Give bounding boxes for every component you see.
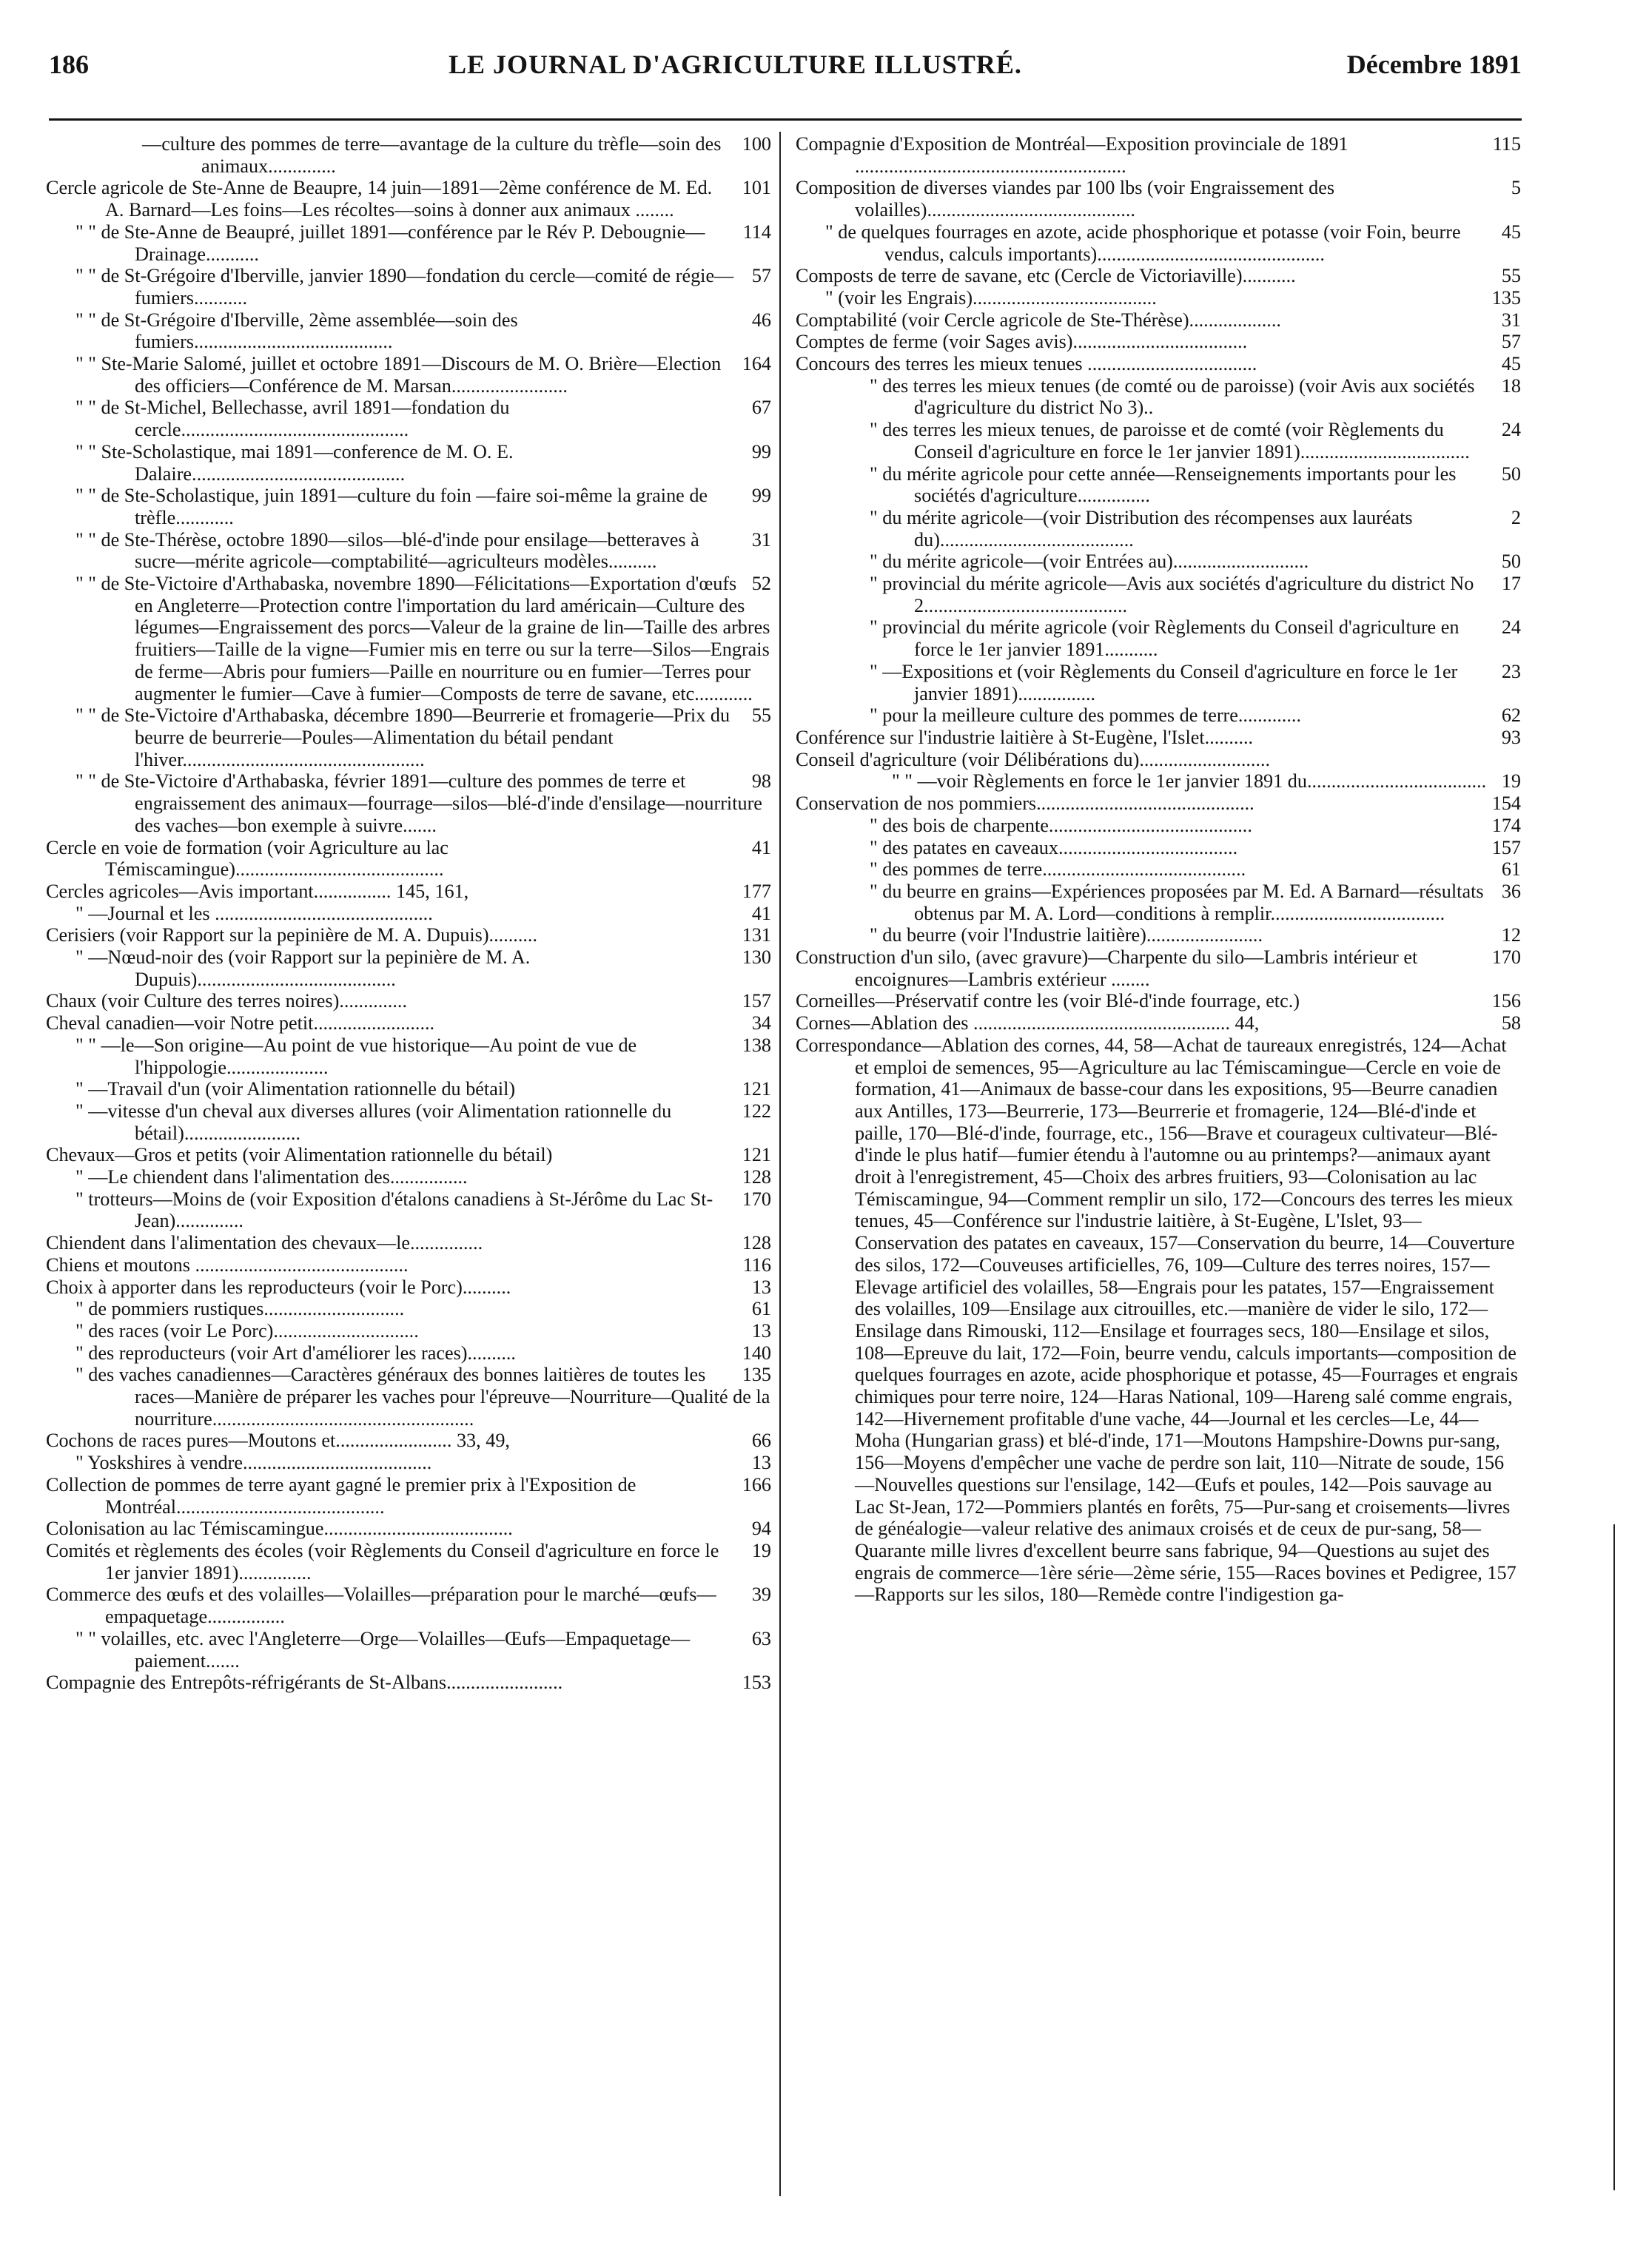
entry-page-number: 63 bbox=[751, 1627, 771, 1649]
index-entry bbox=[46, 1078, 771, 1100]
index-entry bbox=[46, 1100, 771, 1144]
entry-page-number: 156 bbox=[1491, 990, 1521, 1012]
entry-page-number: 135 bbox=[1491, 286, 1521, 309]
entry-text: Correspondance—Ablation des cornes, 44, 58—Achat de taureaux enregistrés, 124—Achat et emploi de semences, 95—Agriculture au lac Témiscamingue—Cercle en voie de formation, 41—Animaux de basse-cour dans les expositions, 95—Beurre canadien aux Antilles, 173—Beurrerie, 173—Beurrerie et fromagerie, 124—Blé-d'inde et paille, 170—Blé-d'inde, fourrage, etc., 156—Brave et courageux cultivateur—Blé-d'inde le plus hatif—fumier étendu à l'automne ou au printemps?—animaux ayant droit à l'enregistrement, 45—Choix des arbres fruitiers, 93—Colonisation au lac Témiscamingue, 94—Comment remplir un silo, 172—Concours des terres les mieux tenues, 45—Conférence sur l'industrie laitière, à St-Eugène, L'Islet, 93—Conservation des patates en caveaux, 157—Conservation du beurre, 14—Couverture des silos, 172—Couveuses artificielles, 76, 109—Culture des terres noires, 157—Elevage artificiel des volailles, 58—Engrais pour les patates, 157—Engraissement des volailles, 109—Ensilage aux citrouilles, etc.—manière de vider le silo, 172—Ensilage dans Rimouski, 112—Ensilage et fourrages secs, 180—Ensilage et silos, 108—Epreuve du lait, 172—Foin, beurre vendu, calculs importants—composition de quelques fourrages en azote, acide phosphorique et potasse, 45—Fourrages et engrais chimiques pour terre noire, 124—Haras National, 109—Hareng salé comme engrais, 142—Hivernement profitable d'une vache, 44—Journal et les cercles—Le, 44—Moha (Hungarian grass) et blé-d'inde, 171—Moutons Hampshire-Downs pur-sang, 156—Moyens d'empêcher une vache de perdre son lait, 110—Nitrate de soude, 156—Nouvelles questions sur l'ensilage, 142—Œufs et poules, 142—Pois sauvage au Lac St-Jean, 172—Pommiers plantés en forêts, 75—Pur-sang et croisements—livres de généalogie—valeur relative des animaux croisés et de ceux de pur-sang, 58—Quarante mille livres d'excellent beurre sans fabrique, 94—Questions au sujet des engrais de commerce—1ère série—2ème série, 155—Races bovines et Pedigree, 157—Rapports sur les silos, 180—Remède contre l'indigestion ga- bbox=[796, 1034, 1518, 1606]
index-entry bbox=[796, 507, 1521, 551]
index-entry bbox=[46, 485, 771, 528]
entry-page-number: 115 bbox=[1492, 133, 1521, 155]
index-entry bbox=[796, 616, 1521, 660]
index-entry bbox=[796, 837, 1521, 859]
index-entry bbox=[46, 353, 771, 397]
entry-text: " " volailles, etc. avec l'Angleterre—Orge—Volailles—Œufs—Empaquetage—paiement....... bbox=[75, 1627, 691, 1672]
entry-page-number: 36 bbox=[1501, 880, 1521, 902]
index-entry bbox=[796, 1012, 1521, 1034]
entry-text: Cercle agricole de Ste-Anne de Beaupre, 14 juin—1891—2ème conférence de M. Ed. A. Barnard—Les foins—Les récoltes—soins à donner aux animaux ........ bbox=[46, 177, 713, 221]
index-entry bbox=[46, 1628, 771, 1672]
entry-text: Conservation de nos pommiers............................................. bbox=[796, 793, 1255, 815]
index-entry bbox=[796, 419, 1521, 462]
entry-page-number: 62 bbox=[1501, 704, 1521, 727]
entry-page-number: 58 bbox=[1501, 1012, 1521, 1034]
entry-page-number: 121 bbox=[742, 1078, 771, 1100]
index-entry bbox=[796, 990, 1521, 1012]
entry-text: " des vaches canadiennes—Caractères généraux des bonnes laitières de toutes les races—Manière de préparer les vaches pour l'épreuve—Nourriture—Qualité de la nourriture...................................................... bbox=[75, 1364, 770, 1430]
entry-page-number: 166 bbox=[742, 1473, 771, 1495]
entry-page-number: 121 bbox=[742, 1144, 771, 1166]
index-entry bbox=[796, 463, 1521, 507]
index-entry bbox=[796, 133, 1521, 177]
entry-text: Concours des terres les mieux tenues ................................... bbox=[796, 353, 1257, 375]
entry-text: Chiendent dans l'alimentation des chevaux—le............... bbox=[46, 1232, 483, 1254]
index-entry bbox=[46, 1430, 771, 1452]
index-entry bbox=[46, 770, 771, 836]
entry-page-number: 45 bbox=[1501, 353, 1521, 375]
index-entry bbox=[796, 770, 1521, 793]
entry-text: Cercle en voie de formation (voir Agriculture au lac Témiscamingue)........................................... bbox=[46, 836, 449, 881]
entry-page-number: 45 bbox=[1501, 221, 1521, 243]
entry-text: Composts de terre de savane, etc (Cercle de Victoriaville)........... bbox=[796, 265, 1296, 287]
entry-text: Cheval canadien—voir Notre petit......................... bbox=[46, 1012, 435, 1034]
entry-text: " des bois de charpente.......................................... bbox=[870, 814, 1252, 836]
index-entry bbox=[46, 990, 771, 1012]
index-entry bbox=[46, 946, 771, 990]
entry-text: Compagnie d'Exposition de Montréal—Exposition provinciale de 1891 ........................................................ bbox=[796, 133, 1348, 177]
entry-text: Colonisation au lac Témiscamingue....................................... bbox=[46, 1518, 513, 1540]
index-entry bbox=[46, 1452, 771, 1474]
entry-page-number: 50 bbox=[1501, 462, 1521, 485]
entry-page-number: 66 bbox=[751, 1430, 771, 1452]
entry-text: " du mérite agricole pour cette année—Renseignements importants pour les sociétés d'agriculture............... bbox=[870, 462, 1457, 507]
entry-page-number: 164 bbox=[742, 353, 771, 375]
entry-page-number: 98 bbox=[751, 770, 771, 793]
entry-page-number: 177 bbox=[742, 880, 771, 902]
index-entry bbox=[796, 727, 1521, 749]
entry-text: " " de Ste-Anne de Beaupré, juillet 1891—conférence par le Rév P. Debougnie—Drainage........... bbox=[75, 221, 705, 265]
entry-page-number: 24 bbox=[1501, 616, 1521, 639]
entry-page-number: 140 bbox=[742, 1342, 771, 1364]
entry-page-number: 122 bbox=[742, 1100, 771, 1122]
index-entry bbox=[796, 858, 1521, 881]
entry-text: " —Nœud-noir des (voir Rapport sur la pepinière de M. A. Dupuis)......................................... bbox=[75, 946, 531, 990]
index-entry bbox=[46, 573, 771, 704]
index-entry bbox=[46, 1034, 771, 1078]
entry-text: Cerisiers (voir Rapport sur la pepinière de M. A. Dupuis).......... bbox=[46, 924, 538, 946]
index-entry bbox=[796, 924, 1521, 946]
index-entry bbox=[46, 1188, 771, 1232]
issue-date: Décembre 1891 bbox=[1346, 50, 1522, 79]
entry-page-number: 55 bbox=[751, 704, 771, 727]
entry-text: " provincial du mérite agricole (voir Règlements du Conseil d'agriculture en force le 1er janvier 1891........... bbox=[870, 616, 1460, 661]
entry-text: " —Le chiendent dans l'alimentation des................ bbox=[75, 1166, 468, 1188]
entry-page-number: 99 bbox=[751, 485, 771, 507]
entry-text: " " Ste-Scholastique, mai 1891—conference de M. O. E. Dalaire............................................ bbox=[75, 440, 514, 485]
entry-page-number: 46 bbox=[751, 309, 771, 331]
index-entry bbox=[46, 1584, 771, 1627]
entry-text: Comptes de ferme (voir Sages avis).................................... bbox=[796, 331, 1248, 353]
page-number: 186 bbox=[49, 50, 89, 79]
index-entry bbox=[796, 177, 1521, 221]
index-entry bbox=[796, 309, 1521, 332]
entry-page-number: 61 bbox=[751, 1298, 771, 1320]
entry-text: " pour la meilleure culture des pommes de terre............. bbox=[870, 704, 1301, 727]
entry-text: " —Journal et les ............................................. bbox=[75, 902, 433, 924]
index-entry bbox=[796, 551, 1521, 573]
entry-page-number: 5 bbox=[1511, 177, 1521, 199]
entry-text: " du beurre en grains—Expériences proposées par M. Ed. A Barnard—résultats obtenus par M. A. Lord—conditions à remplir.................................... bbox=[870, 880, 1484, 924]
entry-text: " trotteurs—Moins de (voir Exposition d'étalons canadiens à St-Jérôme du Lac St-Jean).............. bbox=[75, 1188, 713, 1232]
index-entry bbox=[796, 946, 1521, 990]
index-entry bbox=[796, 749, 1521, 771]
entry-page-number: 93 bbox=[1501, 726, 1521, 748]
entry-page-number: 138 bbox=[742, 1034, 771, 1056]
index-entry bbox=[46, 529, 771, 573]
entry-text: " des patates en caveaux..................................... bbox=[870, 836, 1238, 858]
entry-text: Cochons de races pures—Moutons et........................ 33, 49, bbox=[46, 1430, 510, 1452]
index-entry bbox=[796, 287, 1521, 309]
index-entry bbox=[796, 1034, 1521, 1606]
entry-text: " —Travail d'un (voir Alimentation rationnelle du bétail) bbox=[75, 1078, 516, 1100]
index-entry bbox=[46, 133, 771, 177]
entry-text: " " de St-Grégoire d'Iberville, janvier 1890—fondation du cercle—comité de régie—fumiers........... bbox=[75, 265, 734, 309]
entry-page-number: 157 bbox=[1491, 836, 1521, 858]
index-entry bbox=[46, 1012, 771, 1034]
entry-page-number: 61 bbox=[1501, 858, 1521, 881]
index-entry bbox=[46, 397, 771, 440]
index-entry bbox=[796, 353, 1521, 375]
index-entry bbox=[796, 375, 1521, 419]
entry-text: " des terres les mieux tenues (de comté ou de paroisse) (voir Avis aux sociétés d'agriculture du district No 3).. bbox=[870, 374, 1475, 419]
entry-page-number: 50 bbox=[1501, 551, 1521, 573]
index-entry bbox=[796, 881, 1521, 924]
index-entry bbox=[796, 573, 1521, 616]
index-entry bbox=[796, 704, 1521, 727]
entry-page-number: 154 bbox=[1491, 793, 1521, 815]
entry-text: Commerce des œufs et des volailles—Volailles—préparation pour le marché—œufs—empaquetage................ bbox=[46, 1584, 716, 1628]
entry-page-number: 131 bbox=[742, 924, 771, 946]
entry-page-number: 12 bbox=[1501, 924, 1521, 946]
entry-text: " —Expositions et (voir Règlements du Conseil d'agriculture en force le 1er janvier 1891)................ bbox=[870, 660, 1458, 704]
entry-page-number: 31 bbox=[751, 528, 771, 551]
entry-page-number: 114 bbox=[742, 221, 771, 243]
entry-page-number: 19 bbox=[751, 1540, 771, 1561]
entry-text: Conseil d'agriculture (voir Délibérations du)........................... bbox=[796, 748, 1271, 770]
entry-text: Compagnie des Entrepôts-réfrigérants de St-Albans........................ bbox=[46, 1672, 563, 1694]
entry-text: " " de Ste-Victoire d'Arthabaska, novembre 1890—Félicitations—Exportation d'œufs en Angleterre—Protection contre l'importation du lard américain—Culture des légumes—Engraissement des porcs—Valeur de la graine de lin—Taille des arbres fruitiers—Taille de la vigne—Fumier mis en terre ou sur la terre—Silos—Engrais de ferme—Abris pour fumiers—Paille en nourriture ou en fumier—Terres pour augmenter le fumier—Cave à fumier—Composts de terre de savane, etc............ bbox=[75, 573, 770, 704]
entry-text: " de pommiers rustiques............................. bbox=[75, 1298, 405, 1320]
entry-text: " (voir les Engrais)...................................... bbox=[825, 286, 1157, 309]
index-entry bbox=[46, 1144, 771, 1166]
entry-page-number: 135 bbox=[742, 1364, 771, 1386]
entry-page-number: 55 bbox=[1501, 265, 1521, 287]
entry-page-number: 41 bbox=[751, 902, 771, 924]
entry-text: Comités et règlements des écoles (voir Règlements du Conseil d'agriculture en force le 1er janvier 1891)............... bbox=[46, 1540, 719, 1584]
index-entry bbox=[46, 1364, 771, 1430]
entry-page-number: 67 bbox=[751, 397, 771, 419]
entry-page-number: 23 bbox=[1501, 660, 1521, 682]
entry-page-number: 57 bbox=[1501, 331, 1521, 353]
index-entry bbox=[46, 903, 771, 925]
index-entry bbox=[46, 1672, 771, 1694]
entry-text: " Yoskshires à vendre....................................... bbox=[75, 1452, 432, 1474]
entry-text: " " de St-Michel, Bellechasse, avril 1891—fondation du cercle............................................... bbox=[75, 397, 510, 441]
index-entry bbox=[46, 1276, 771, 1299]
header-rule bbox=[49, 118, 1522, 121]
entry-text: " des races (voir Le Porc).............................. bbox=[75, 1319, 419, 1342]
index-entry bbox=[796, 815, 1521, 837]
index-entry bbox=[796, 661, 1521, 704]
index-entry bbox=[46, 1232, 771, 1254]
index-entry bbox=[46, 924, 771, 946]
entry-text: Comptabilité (voir Cercle agricole de Ste-Thérèse)................... bbox=[796, 309, 1281, 331]
index-column-right bbox=[796, 133, 1521, 1606]
entry-page-number: 41 bbox=[751, 836, 771, 858]
entry-text: " des pommes de terre.......................................... bbox=[870, 858, 1246, 881]
entry-page-number: 24 bbox=[1501, 419, 1521, 441]
entry-text: " " de St-Grégoire d'Iberville, 2ème assemblée—soin des fumiers......................................... bbox=[75, 309, 518, 353]
entry-text: Chiens et moutons ............................................ bbox=[46, 1254, 409, 1276]
entry-text: " des reproducteurs (voir Art d'améliorer les races).......... bbox=[75, 1342, 516, 1364]
entry-text: " " de Ste-Victoire d'Arthabaska, février 1891—culture des pommes de terre et engraissement des animaux—fourrage—silos—blé-d'inde d'ensilage—nourriture des vaches—bon exemple à suivre....... bbox=[75, 770, 762, 836]
entry-text: Choix à apporter dans les reproducteurs (voir le Porc).......... bbox=[46, 1276, 511, 1298]
entry-page-number: 130 bbox=[742, 946, 771, 969]
index-entry bbox=[46, 221, 771, 265]
entry-text: Collection de pommes de terre ayant gagné le premier prix à l'Exposition de Montréal........................................... bbox=[46, 1473, 637, 1518]
index-entry bbox=[46, 1298, 771, 1320]
entry-text: Construction d'un silo, (avec gravure)—Charpente du silo—Lambris intérieur et encoignures—Lambris extérieur ........ bbox=[796, 946, 1418, 990]
entry-page-number: 13 bbox=[751, 1319, 771, 1342]
entry-text: Cornes—Ablation des ..................................................... 44, bbox=[796, 1012, 1260, 1034]
entry-page-number: 18 bbox=[1501, 374, 1521, 397]
entry-page-number: 52 bbox=[751, 573, 771, 595]
entry-text: " provincial du mérite agricole—Avis aux sociétés d'agriculture du district No 2.......................................... bbox=[870, 573, 1474, 616]
index-entry bbox=[46, 1474, 771, 1518]
entry-page-number: 31 bbox=[1501, 309, 1521, 331]
entry-text: " " —le—Son origine—Au point de vue historique—Au point de vue de l'hippologie..................... bbox=[75, 1034, 637, 1078]
index-entry bbox=[46, 1254, 771, 1276]
entry-page-number: 128 bbox=[742, 1166, 771, 1188]
index-entry bbox=[796, 221, 1521, 265]
index-entry bbox=[46, 441, 771, 485]
index-entry bbox=[46, 265, 771, 309]
entry-text: " " de Ste-Scholastique, juin 1891—culture du foin —faire soi-même la graine de trèfle............ bbox=[75, 485, 708, 528]
entry-text: " " —voir Règlements en force le 1er janvier 1891 du..................................... bbox=[892, 770, 1487, 793]
entry-page-number: 100 bbox=[742, 133, 771, 155]
entry-page-number: 128 bbox=[742, 1232, 771, 1254]
entry-text: " " Ste-Marie Salomé, juillet et octobre 1891—Discours de M. O. Brière—Election des officiers—Conférence de M. Marsan........................ bbox=[75, 353, 722, 397]
entry-page-number: 116 bbox=[742, 1254, 771, 1276]
entry-text: " des terres les mieux tenues, de paroisse et de comté (voir Règlements du Conseil d'agriculture en force le 1er janvier 1891)................................... bbox=[870, 419, 1470, 462]
index-entry bbox=[796, 265, 1521, 287]
index-entry bbox=[46, 837, 771, 881]
index-entry bbox=[46, 1342, 771, 1364]
entry-page-number: 13 bbox=[751, 1452, 771, 1474]
entry-text: Cercles agricoles—Avis important................ 145, 161, bbox=[46, 880, 469, 902]
journal-title: LE JOURNAL D'AGRICULTURE ILLUSTRÉ. bbox=[449, 50, 1022, 79]
entry-page-number: 19 bbox=[1501, 770, 1521, 793]
entry-page-number: 2 bbox=[1511, 506, 1521, 528]
index-entry bbox=[46, 881, 771, 903]
entry-text: —culture des pommes de terre—avantage de la culture du trèfle—soin des animaux.............. bbox=[142, 133, 722, 177]
entry-page-number: 170 bbox=[742, 1188, 771, 1210]
index-entry bbox=[46, 1540, 771, 1584]
entry-page-number: 57 bbox=[751, 265, 771, 287]
entry-text: " de quelques fourrages en azote, acide phosphorique et potasse (voir Foin, beurre vendus, calculs importants)............................................... bbox=[825, 221, 1461, 265]
index-entry bbox=[46, 704, 771, 770]
index-entry bbox=[46, 1518, 771, 1540]
entry-text: " du mérite agricole—(voir Entrées au)............................ bbox=[870, 551, 1309, 573]
entry-page-number: 174 bbox=[1491, 814, 1521, 836]
entry-text: " du beurre (voir l'Industrie laitière)........................ bbox=[870, 924, 1263, 946]
index-entry bbox=[46, 309, 771, 353]
entry-page-number: 101 bbox=[742, 177, 771, 199]
entry-page-number: 170 bbox=[1491, 946, 1521, 969]
entry-text: Chaux (voir Culture des terres noires).............. bbox=[46, 990, 407, 1012]
index-entry bbox=[46, 1320, 771, 1342]
index-entry bbox=[46, 1166, 771, 1188]
entry-text: " du mérite agricole—(voir Distribution des récompenses aux lauréats du)........................................ bbox=[870, 506, 1413, 551]
entry-page-number: 157 bbox=[742, 990, 771, 1012]
column-divider bbox=[779, 132, 781, 2196]
entry-text: " " de Ste-Thérèse, octobre 1890—silos—blé-d'inde pour ensilage—betteraves à sucre—mérite agricole—comptabilité—agriculteurs modèles.......... bbox=[75, 528, 699, 573]
entry-page-number: 99 bbox=[751, 440, 771, 462]
entry-page-number: 34 bbox=[751, 1012, 771, 1034]
entry-page-number: 17 bbox=[1501, 573, 1521, 595]
entry-page-number: 13 bbox=[751, 1276, 771, 1298]
index-entry bbox=[46, 177, 771, 221]
entry-text: " —vitesse d'un cheval aux diverses allures (voir Alimentation rationnelle du bétail)........................ bbox=[75, 1100, 672, 1144]
margin-rule bbox=[1613, 1524, 1615, 2190]
entry-text: Conférence sur l'industrie laitière à St-Eugène, l'Islet.......... bbox=[796, 726, 1254, 748]
entry-text: Composition de diverses viandes par 100 lbs (voir Engraissement des volailles)........................................... bbox=[796, 177, 1335, 221]
index-entry bbox=[796, 793, 1521, 815]
entry-text: Chevaux—Gros et petits (voir Alimentation rationnelle du bétail) bbox=[46, 1144, 553, 1166]
entry-page-number: 153 bbox=[742, 1672, 771, 1694]
index-entry bbox=[796, 331, 1521, 353]
entry-text: Corneilles—Préservatif contre les (voir Blé-d'inde fourrage, etc.) bbox=[796, 990, 1300, 1012]
entry-page-number: 94 bbox=[751, 1518, 771, 1540]
running-header bbox=[49, 49, 1522, 93]
entry-page-number: 39 bbox=[751, 1584, 771, 1606]
entry-text: " " de Ste-Victoire d'Arthabaska, décembre 1890—Beurrerie et fromagerie—Prix du beurre de beurrerie—Poules—Alimentation du bétail pendant l'hiver.................................................. bbox=[75, 704, 730, 770]
index-column-left bbox=[46, 133, 771, 1694]
